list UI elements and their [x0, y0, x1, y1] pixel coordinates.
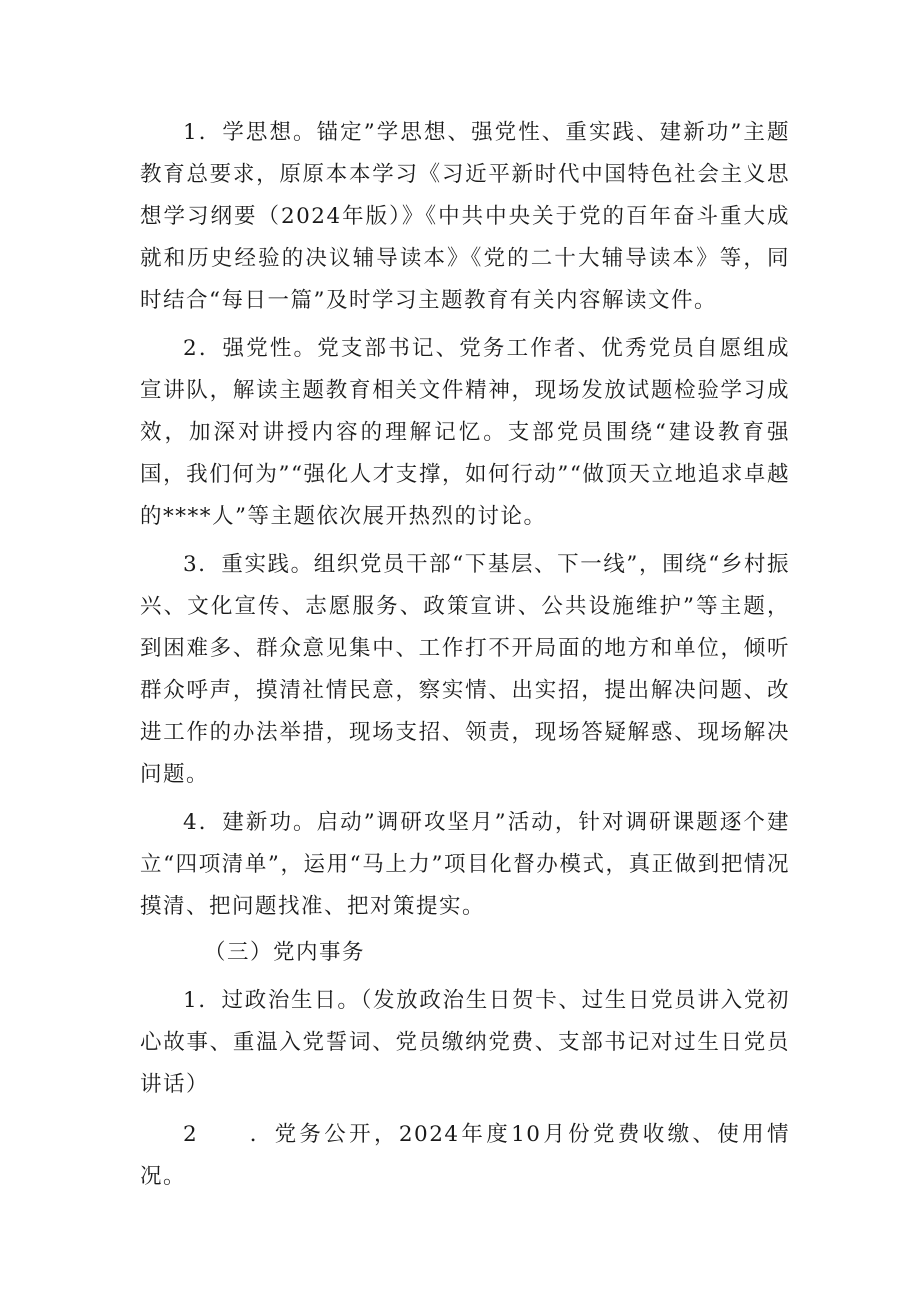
- paragraph-study-thought: 1．学思想。锚定”学思想、强党性、重实践、建新功”主题教育总要求，原原本本学习《习近平新时代中国特色社会主义思想学习纲要（2024年版）》《中共中央关于党的百年奋斗重大成就和历史经验的决议辅导读本》《党的二十大辅导读本》等，同时结合“每日一篇”及时学习主题教育有关内容解读文件。: [140, 120, 790, 313]
- paragraph-practice: 3．重实践。组织党员干部“下基层、下一线”，围绕“乡村振兴、文化宣传、志愿服务、政策宣讲、公共设施维护”等主题，到困难多、群众意见集中、工作打不开局面的地方和单位，倾听群众呼声，摸清社情民意，察实情、出实招，提出解决问题、改进工作的办法举措，现场支招、领责，现场答疑解惑、现场解决问题。: [140, 552, 790, 787]
- document-body: [140, 112, 790, 1198]
- paragraph-new-merit: 4．建新功。启动”调研攻坚月”活动，针对调研课题逐个建立“四项清单”，运用“马上力”项目化督办模式，真正做到把情况摸清、把问题找准、把对策提实。: [140, 810, 790, 919]
- paragraph-party-spirit: 2．强党性。党支部书记、党务工作者、优秀党员自愿组成宣讲队，解读主题教育相关文件精神，现场发放试题检验学习成效，加深对讲授内容的理解记忆。支部党员围绕“建设教育强国，我们何为”“强化人才支撑，如何行动”“做顶天立地追求卓越的****人”等主题依次展开热烈的讨论。: [140, 336, 790, 529]
- section-heading-party-affairs: （三）党内事务: [204, 940, 366, 965]
- paragraph-affairs-disclosure: 2 ．党务公开，2024年度10月份党费收缴、使用情况。: [140, 1122, 790, 1189]
- paragraph-political-birthday: 1．过政治生日。（发放政治生日贺卡、过生日党员讲入党初心故事、重温入党誓词、党员缴纳党费、支部书记对过生日党员讲话）: [140, 988, 790, 1097]
